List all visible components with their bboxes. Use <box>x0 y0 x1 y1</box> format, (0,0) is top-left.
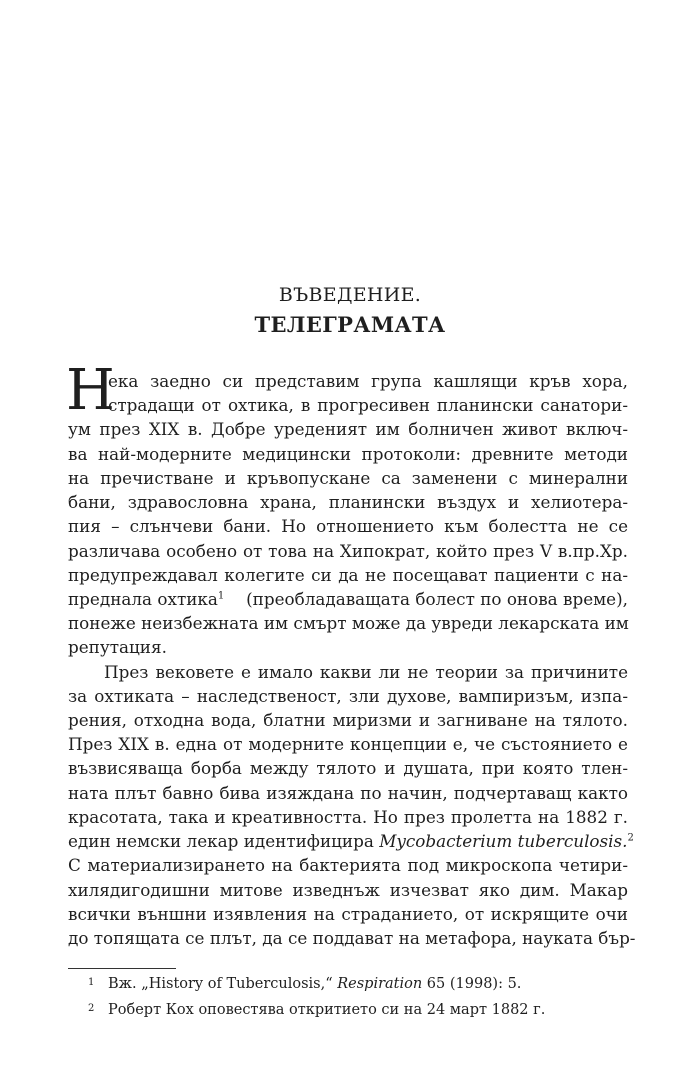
text-line: С материализирането на бактерията под микроскопа четири- <box>68 855 628 875</box>
text-fragment: (преобладаващата болест по онова време), <box>246 589 628 609</box>
text-line: рения, отходна вода, блатни миризми и загниване на тялото. <box>68 710 628 730</box>
footnote-1 <box>108 972 521 996</box>
text-line: ум през XIX в. Добре уреденият им болничен живот включ- <box>68 419 628 439</box>
footnote-text: Вж. „History of Tuberculosis,“ <box>108 976 338 992</box>
text-line-with-footnote-1 <box>68 587 628 611</box>
footnote-number: 2 <box>88 1003 95 1014</box>
text-line: През вековете е имало какви ли не теории за причините <box>104 662 628 682</box>
text-line: предупреждавал колегите си да не посещават пациенти с на- <box>68 565 628 585</box>
text-line: възвисяваща борба между тялото и душата, при която тлен- <box>68 758 628 778</box>
text-line: ека заедно си представим група кашлящи кръв хора, <box>108 371 628 391</box>
footnote-ref-2: 2 <box>627 832 634 844</box>
footnote-ref-1: 1 <box>217 590 225 602</box>
footnote-text: Роберт Кох оповестява откритието си на 24 март 1882 г. <box>108 1002 546 1018</box>
drop-cap: Н <box>66 358 115 423</box>
text-line: различава особено от това на Хипократ, който през V в.пр.Хр. <box>68 541 628 561</box>
text-fragment: преднала охтика <box>68 589 218 609</box>
text-line: пия – слънчеви бани. Но отношението към болестта не се <box>68 516 628 536</box>
text-line: ната плът бавно бива изяждана по начин, подчертаващ както <box>68 783 628 803</box>
footnote-text: 65 (1998): 5. <box>422 976 522 992</box>
species-name: Mycobacterium tuberculosis. <box>379 831 628 851</box>
text-line: репутация. <box>68 637 167 657</box>
text-line: красотата, така и креативността. Но през пролетта на 1882 г. <box>68 807 628 827</box>
text-line: бани, здравословна храна, планински въздух и хелиотера- <box>68 492 628 512</box>
footnote-divider <box>68 968 176 969</box>
text-line: до топящата се плът, да се поддават на метафора, науката бър- <box>68 928 636 948</box>
footnote-number: 1 <box>88 977 95 988</box>
chapter-title: ТЕЛЕГРАМАТА <box>254 312 446 337</box>
text-line: страдащи от охтика, в прогресивен планински санатори- <box>108 395 628 415</box>
text-line: на пречистване и кръвопускане са заменени с минерални <box>68 468 628 488</box>
text-line: за охтиката – наследственост, зли духове, вампиризъм, изпа- <box>68 686 628 706</box>
text-line-with-footnote-2 <box>68 829 634 853</box>
text-line: ва най-модерните медицински протоколи: древните методи <box>68 444 628 464</box>
chapter-label: ВЪВЕДЕНИЕ. <box>278 284 422 306</box>
text-line: хилядигодишни митове изведнъж изчезват яко дим. Макар <box>68 880 628 900</box>
text-line: През XIX в. една от модерните концепции е, че състоянието е <box>68 734 628 754</box>
journal-name: Respiration <box>337 976 423 992</box>
footnote-2 <box>108 998 545 1022</box>
text-fragment: един немски лекар идентифицира <box>68 831 380 851</box>
text-line: всички външни изявления на страданието, от искрящите очи <box>68 904 628 924</box>
text-line: понеже неизбежната им смърт може да увреди лекарската им <box>68 613 629 633</box>
